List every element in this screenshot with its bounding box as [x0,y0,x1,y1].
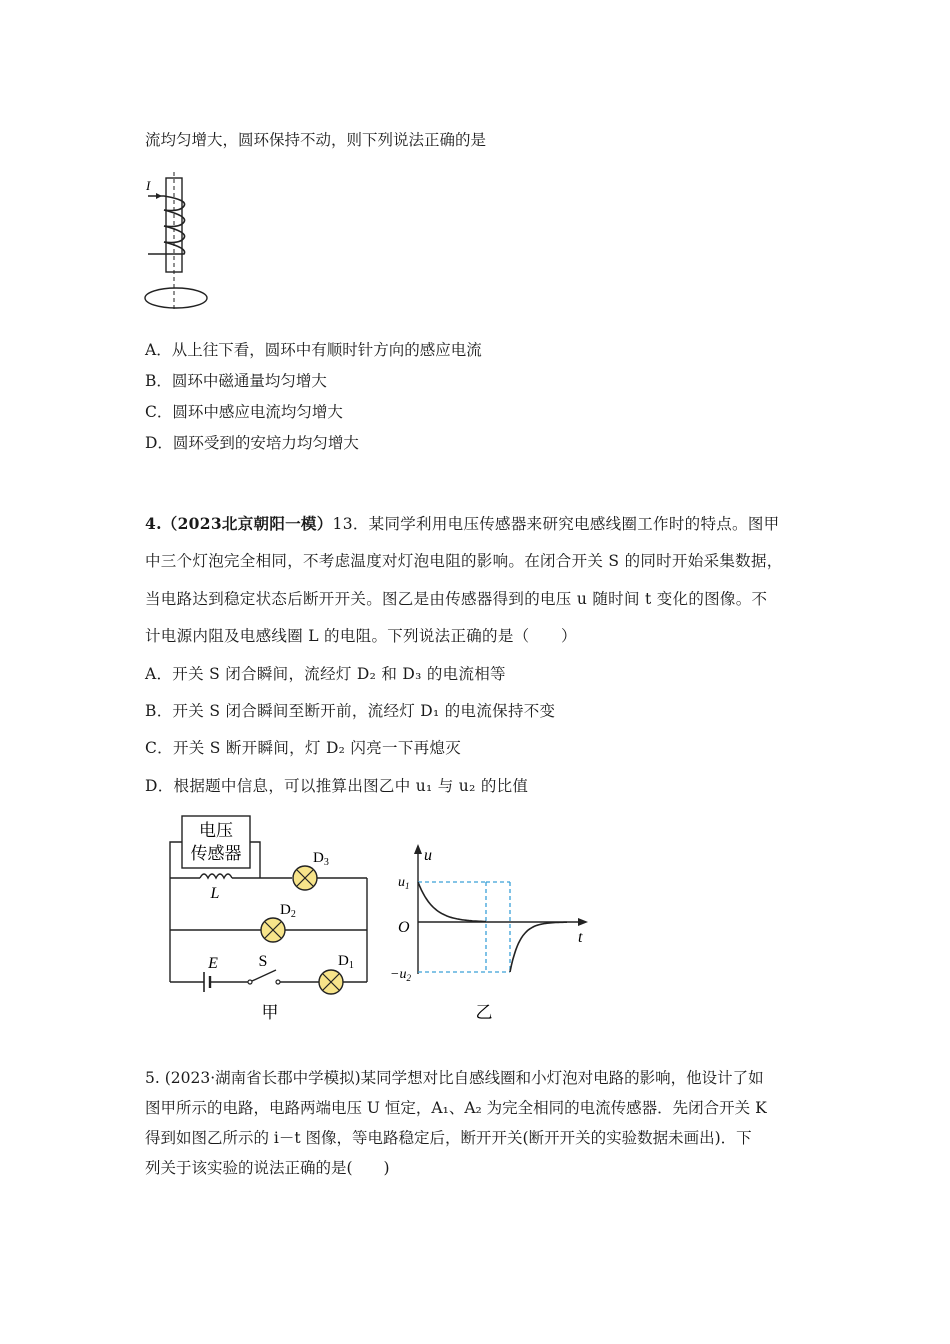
circuit-caption: 甲 [261,1003,279,1022]
q3-option-c: C．圆环中感应电流均匀增大 [145,403,343,421]
q5-line-4: 列关于该实验的说法正确的是( ) [145,1159,390,1177]
q3-option-b: B．圆环中磁通量均匀增大 [145,372,327,390]
u2-label: $-u_2$ [390,967,411,983]
circuit-diagram-jia [160,812,380,1027]
q4-source: 4.（2023北京朝阳一模） [145,514,333,533]
q5-line-2: 图甲所示的电路，电路两端电压 U 恒定，A₁、A₂ 为完全相同的电流传感器．先闭合开关 K [145,1099,767,1117]
q3-option-d: D．圆环受到的安培力均匀增大 [145,434,359,452]
inductor-label: L [210,885,220,902]
q5-line-1: 5. (2023·湖南省长郡中学模拟)某同学想对比自感线圈和小灯泡对电路的影响，他设计了如 [145,1069,764,1087]
q4-line-2: 中三个灯泡完全相同，不考虑温度对灯泡电阻的影响。在闭合开关 S 的同时开始采集数据， [145,552,783,570]
graph-caption: 乙 [475,1003,493,1022]
dashed-guide-lines [418,882,510,972]
q4-option-a: A．开关 S 闭合瞬间，流经灯 D₂ 和 D₃ 的电流相等 [145,665,506,683]
sensor-label-2: 传感器 [190,844,242,863]
lamp-d1-label: $D_1$ [338,953,354,971]
origin-label: O [398,919,410,936]
source-label: E [208,955,218,972]
sensor-label-1: 电压 [199,821,233,840]
q3-option-a: A．从上往下看，圆环中有顺时针方向的感应电流 [145,341,482,359]
q4-line-4: 计电源内阻及电感线圈 L 的电阻。下列说法正确的是（ ） [145,627,577,645]
q4-option-d: D．根据题中信息，可以推算出图乙中 u₁ 与 u₂ 的比值 [145,777,529,795]
lamp-d3-label: $D_3$ [313,850,329,868]
q4-option-c: C．开关 S 断开瞬间，灯 D₂ 闪亮一下再熄灭 [145,739,462,757]
q4-first-line [145,512,779,534]
q3-stem-tail: 流均匀增大，圆环保持不动，则下列说法正确的是 [145,131,487,149]
x-axis-label: t [578,929,583,946]
q5-line-3: 得到如图乙所示的 i－t 图像，等电路稳定后，断开开关(断开开关的实验数据未画出)．下 [145,1129,752,1147]
lamp-d2-label: $D_2$ [280,902,296,920]
switch-blade [252,970,276,981]
q4-option-b: B．开关 S 闭合瞬间至断开前，流经灯 D₁ 的电流保持不变 [145,702,556,720]
switch-label: S [258,953,268,970]
q4-line-1: 13．某同学利用电压传感器来研究电感线圈工作时的特点。图甲 [332,515,780,533]
current-label: I [146,178,151,193]
inductor-coil [200,874,232,878]
q4-line-3: 当电路达到稳定状态后断开开关。图乙是由传感器得到的电压 u 随时间 t 变化的图像。不 [145,590,768,608]
voltage-time-graph-yi [392,842,592,1027]
recovery-curve-u2 [510,922,567,972]
u1-label: $u_1$ [398,875,410,891]
solenoid-ring-figure [140,172,220,314]
y-axis-label: u [424,847,432,864]
decay-curve-u1 [418,882,486,922]
